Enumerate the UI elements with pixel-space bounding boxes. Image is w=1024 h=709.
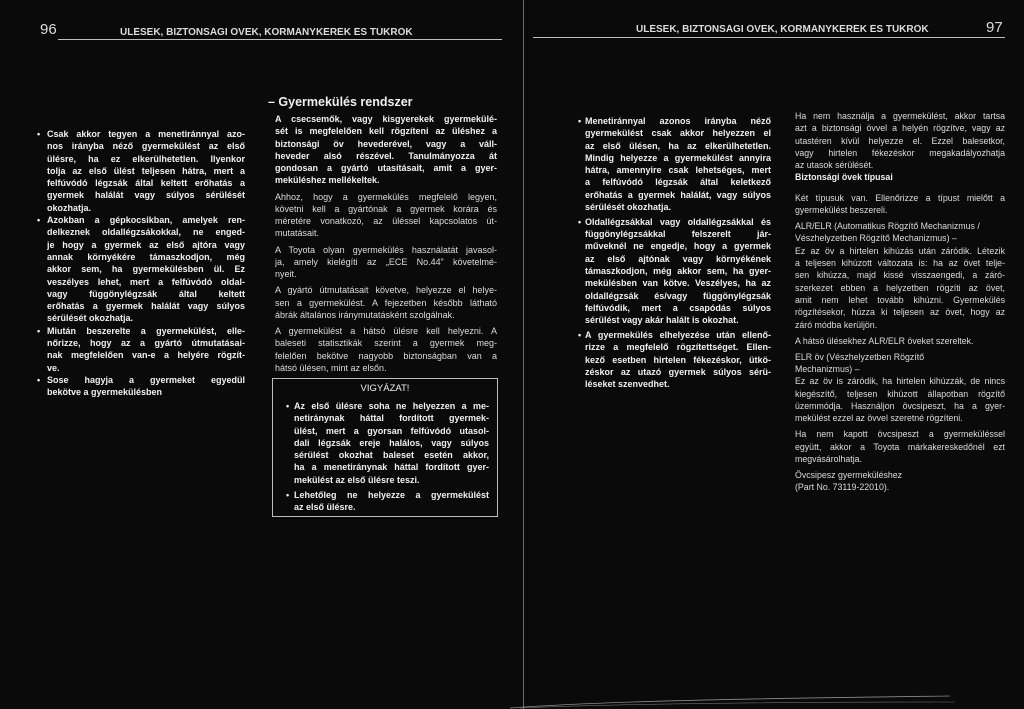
bullet-item	[37, 325, 245, 374]
text-line: sérülést vagy akár halált is okozhat.	[585, 315, 739, 326]
middle-column	[275, 113, 497, 378]
text-line: meküléshez mellékeltek.	[275, 175, 380, 186]
text-line: Lehetőleg ne helyezze a gyermekülést	[294, 490, 489, 501]
text-line: utastéren kívül helyezze el. Ezzel balesetkor,	[795, 135, 1005, 146]
paragraph	[795, 428, 1005, 465]
text-line: nak megfelelően van-e a helyére rögzít-	[47, 350, 245, 361]
subsection-heading: Biztonsági övek típusai	[795, 172, 893, 183]
text-line: veszélyes lehet, mert a felfúvódó oldal-	[47, 276, 245, 287]
text-line: sét is megfelelően kell rögzíteni az üléshez a	[275, 126, 497, 137]
text-line: Mindig helyezze a gyermekülést annyira	[585, 152, 771, 163]
text-line: méretére vonatkozó, az üléssel kapcsolatos út-	[275, 216, 497, 227]
text-line: Övcsipesz gyermeküléshez	[795, 470, 903, 480]
bullet-dot-icon: •	[578, 330, 582, 341]
paragraph	[275, 284, 497, 321]
text-line: A hátsó ülésekhez ALR/ELR öveket szereltek.	[795, 335, 974, 346]
text-line: Azokban a gépkocsikban, amelyek ren-	[47, 215, 245, 226]
text-line: Csak akkor tegyen a menetiránnyal azo-	[47, 129, 245, 139]
intro-paragraph	[275, 113, 497, 187]
right-header-rule	[533, 37, 1005, 38]
right-column-2	[795, 110, 1005, 497]
text-line: műveknél ne engedje, hogy a gyermek	[585, 241, 771, 252]
text-line: gondosan a gyártó utasításait, amit a gyer-	[275, 163, 497, 174]
text-line: a felfúvódó légzsák által keletkező	[585, 177, 771, 188]
text-line: annak környékére támaszkodjon, még	[47, 251, 245, 262]
paragraph	[795, 110, 1005, 171]
page-edge-lines	[500, 672, 970, 709]
warning-bullets	[286, 400, 489, 514]
text-line: Ez az öv is záródik, ha hirtelen kihúzzák, de nincs	[795, 376, 1005, 387]
text-line: a teljesen kihúzott változata is: ha az övet telje-	[795, 258, 1005, 269]
text-line: vagy függönylégzsák által keltett	[47, 288, 245, 299]
bullet-item	[37, 214, 245, 325]
text-line: amit nem lehet tovább kihúzni. Gyermekülés	[795, 294, 1005, 305]
text-line: A Toyota olyan gyermekülés használatát javasol-	[275, 244, 497, 255]
text-line: Mechanizmus) –	[795, 364, 860, 375]
text-line: zéskor az utazó gyermek súlyos sérü-	[585, 366, 771, 377]
text-line: záró módba kerüljön.	[795, 319, 878, 330]
paragraph	[795, 192, 1005, 217]
text-line: Oldallégzsákkal vagy oldallégzsákkal és	[585, 216, 771, 227]
text-line: A csecsemők, vagy kisgyerekek gyermekülé-	[275, 114, 497, 124]
text-line: ülést, mert a gyorsan felfúvódó utasol-	[294, 425, 489, 436]
text-line: Miután beszerelte a gyermekülést, elle-	[47, 325, 245, 336]
text-line: gyermekülést csak akkor helyezzen el	[585, 128, 771, 139]
left-column	[37, 128, 245, 399]
warning-bullet-item	[286, 400, 489, 486]
paragraph	[275, 325, 497, 374]
text-line: az első ajtónak vagy környékének	[585, 253, 771, 264]
bullet-item	[578, 115, 771, 213]
text-line: azt a biztonsági övvel a helyén rögzítve, vagy az	[795, 123, 1005, 134]
page-gutter-line	[523, 0, 524, 709]
text-line: felelően bekötve nagyobb biztonságban van a	[275, 350, 497, 361]
text-line: mekülést ezzel az övvel szeretné rögzíteni.	[795, 413, 963, 424]
text-line: erőhatás a gyermek halálát vagy súlyos	[47, 301, 245, 312]
text-line: baleseti statisztikák szerint a gyermek meg-	[275, 338, 497, 349]
text-line: felfúvódó légzsák által keltett erőhatás a	[47, 178, 245, 189]
text-line: vagy hirtelen fékezéskor megakadályozhatja	[795, 147, 1005, 158]
text-line: ALR/ELR (Automatikus Rögzítő Mechanizmus /	[795, 221, 980, 232]
text-line: ülésre, ha ez elkerülhetetlen. Ilyenkor	[47, 153, 245, 164]
text-line: sérülést okozhat baleset esetén akkor,	[294, 450, 489, 461]
text-line: Két típusuk van. Ellenőrizze a típust mielőtt a	[795, 192, 1005, 203]
text-line: tolja az első ülést teljesen hátra, mert a	[47, 165, 245, 176]
text-line: mekülésben van kötve. Veszélyes, ha az	[585, 278, 771, 289]
text-line: A gyermekülés elhelyezése után ellenő-	[585, 330, 771, 341]
text-line: függönylégzsákkal felszerelt jár-	[585, 229, 771, 240]
section-heading: – Gyermekülés rendszer	[268, 95, 413, 109]
text-line: sen kihúzza, majd kissé visszaengedi, a záró-	[795, 270, 1005, 281]
text-line: követni kell a gyártónak a gyermek korára és	[275, 203, 497, 214]
right-page-number: 97	[986, 19, 1003, 36]
term-definition	[795, 351, 1005, 425]
text-line: ve.	[47, 362, 60, 373]
text-line: üzemmódja. Használjon övcsipeszt, ha a gyer-	[795, 400, 1005, 411]
text-line: az első ülésre.	[294, 502, 356, 513]
bullet-item	[37, 374, 245, 399]
text-line: oldallégzsák és/vagy függönylégzsák	[585, 290, 771, 301]
paragraph	[795, 335, 1005, 347]
text-line: léseket szenvedhet.	[585, 379, 670, 390]
text-line: je hogy a gyermek az első ajtóra vagy	[47, 239, 245, 250]
text-line: az első ülésen, ha az elkerülhetetlen.	[585, 140, 771, 151]
text-line: Menetiránnyal azonos irányba néző	[585, 116, 771, 126]
text-line: biztonsági öv hevederével, vagy a váll-	[275, 138, 497, 149]
bullet-dot-icon: •	[578, 216, 582, 227]
text-line: A gyermekülést a hátsó ülésre kell helyezni. A	[275, 325, 497, 336]
text-line: sen a gyermekülést. A fejezetben később látható	[275, 297, 497, 308]
text-line: az utasok sérülését.	[795, 160, 874, 171]
text-line: heveder alsó részével. Tanulmányozza át	[275, 150, 497, 161]
bullet-item	[578, 216, 771, 327]
text-line: Ha nem kapott övcsipeszt a gyermeküléssel	[795, 429, 1005, 440]
text-line: rizze a megfelelő rögzítettséget. Ellen-	[585, 342, 771, 353]
text-line: delkeznek oldallégzsákokkal, ne enged-	[47, 227, 245, 238]
text-line: ELR öv (Vészhelyzetben Rögzítő	[795, 351, 925, 362]
text-line: gyermek halálát vagy súlyos sérülését	[47, 190, 245, 201]
text-line: bekötve a gyermekülésben	[47, 387, 163, 398]
text-line: megvásárolhatja.	[795, 453, 862, 464]
text-line: rögzítésekor, húzza ki teljesen az övet, hogy az	[795, 307, 1005, 318]
text-line: sérülését okozhatja.	[47, 313, 134, 324]
bullet-dot-icon: •	[286, 490, 290, 501]
right-column-1	[578, 115, 771, 391]
text-line: Vészhelyzetben Rögzítő Mechanizmus) –	[795, 233, 957, 244]
text-line: hátsó ülésen, mint az elsőn.	[275, 362, 387, 373]
text-line: kiegészítő, teljesen kihúzott állapotban rögzítő	[795, 388, 1005, 399]
paragraph	[275, 191, 497, 240]
left-page-number: 96	[40, 21, 57, 38]
text-line: netiránynak háttal fordított gyermek-	[294, 413, 489, 424]
bullet-item	[578, 329, 771, 390]
term-definition	[795, 220, 1005, 331]
text-line: Ez az öv a hirtelen kihúzás után záródik. Létezik	[795, 245, 1005, 256]
bullet-dot-icon: •	[286, 401, 290, 411]
text-line: nyeit.	[275, 269, 297, 280]
text-line: Ahhoz, hogy a gyermekülés megfelelő legyen,	[275, 191, 497, 202]
text-line: nőrizze, hogy az a gyártó útmutatásai-	[47, 338, 245, 349]
right-page-header-title: ÜLÉSEK, BIZTONSÁGI ÖVEK, KORMÁNYKERÉK ÉS TÜKRÖK	[636, 24, 929, 35]
term-definition	[795, 469, 1005, 494]
text-line: nos irányba néző gyermekülést az első	[47, 141, 245, 152]
text-line: felfúvódik, mert a csapódás súlyos	[585, 302, 771, 313]
text-line: erőhatás a gyermek halálát, vagy súlyos	[585, 189, 771, 200]
bullet-dot-icon: •	[37, 129, 41, 139]
warning-title: VIGYÁZAT!	[360, 383, 410, 394]
text-line: Az első ülésre soha ne helyezzen a me-	[294, 401, 489, 411]
bullet-dot-icon: •	[37, 325, 41, 336]
bullet-dot-icon: •	[578, 116, 582, 126]
paragraph	[275, 244, 497, 281]
text-line: A gyártó útmutatásait követve, helyezze el helye-	[275, 285, 497, 296]
bullet-dot-icon: •	[37, 374, 41, 385]
text-line: ja, amely kielégíti az „ECE No.44” követelmé-	[275, 256, 497, 267]
text-line: dali légzsák ereje halálos, vagy súlyos	[294, 437, 489, 448]
text-line: sérülését okozhatja.	[585, 202, 672, 213]
left-page-header-title: ÜLÉSEK, BIZTONSÁGI ÖVEK, KORMÁNYKERÉK ÉS TÜKRÖK	[120, 27, 413, 38]
text-line: gyermekülést beszereli.	[795, 205, 888, 216]
text-line: (Part No. 73119-22010).	[795, 482, 890, 493]
text-line: akkor sem, ha gyermekülésben ül. Ez	[47, 264, 245, 275]
text-line: kező esetben hirtelen fékezéskor, ütkö-	[585, 354, 771, 365]
text-line: Ha nem használja a gyermekülést, akkor tartsa	[795, 111, 1005, 121]
text-line: okozhatja.	[47, 202, 92, 213]
text-line: ha a menetiránynak háttal fordított gyer-	[294, 462, 489, 473]
text-line: hátra, amennyire csak lehetséges, mert	[585, 165, 771, 176]
text-line: mekülést az első ülésre teszi.	[294, 474, 420, 485]
left-header-rule	[58, 39, 502, 40]
bullet-item	[37, 128, 245, 214]
text-line: támaszkodjon, még akkor sem, ha gyer-	[585, 266, 771, 277]
bullet-dot-icon: •	[37, 215, 41, 226]
warning-bullet-item	[286, 489, 489, 514]
text-line: szerkezet ebben a helyzetben rögzíti az övet,	[795, 282, 1005, 293]
text-line: mutatásait.	[275, 228, 320, 239]
text-line: ábrák általános iránymutatásként szolgálnak.	[275, 309, 455, 320]
text-line: Sose hagyja a gyermeket egyedül	[47, 374, 245, 385]
warning-box	[272, 378, 498, 517]
text-line: együtt, akkor a Toyota márkakereskedőnél ezt	[795, 441, 1005, 452]
